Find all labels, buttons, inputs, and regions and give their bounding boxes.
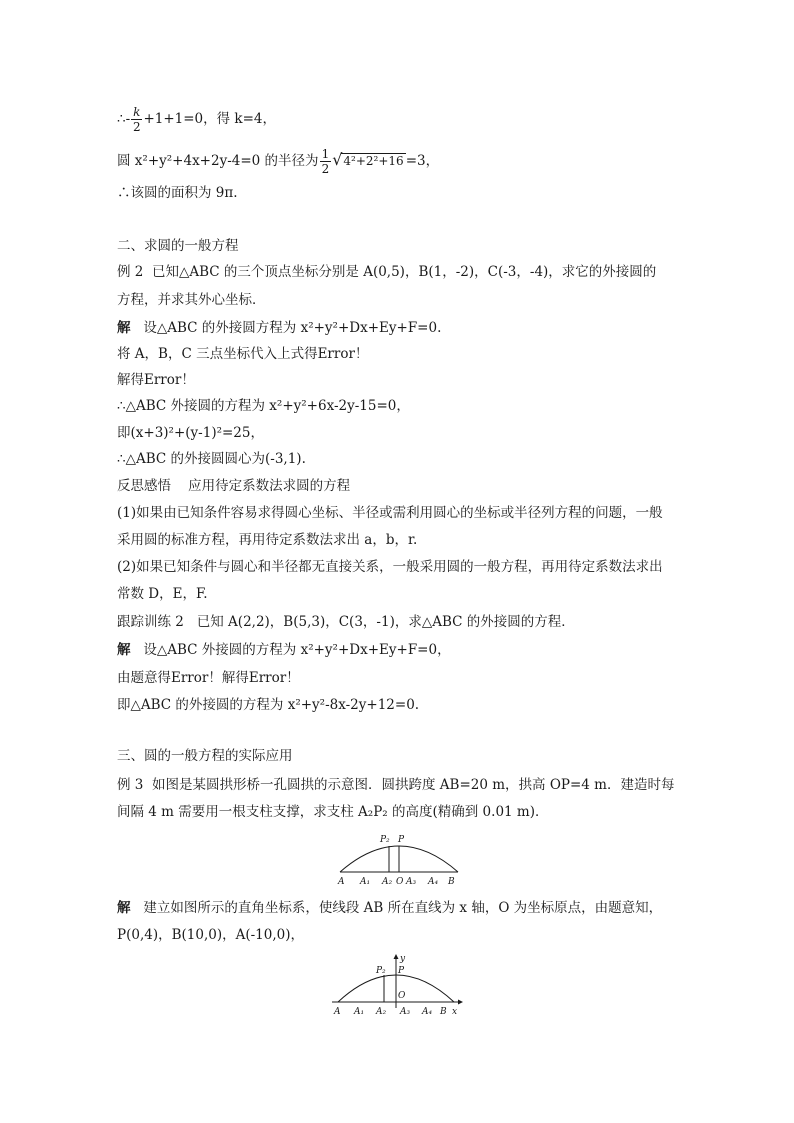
tracking-solution-3: 即△ABC 的外接圆的方程为 x²+y²-8x-2y+12=0. <box>117 697 420 713</box>
solution-label: 解 <box>117 642 131 658</box>
tracking-label: 跟踪训练 2 <box>117 614 184 630</box>
label-a2: A₂ <box>376 1007 387 1017</box>
solution2-line-4: ∴△ABC 外接圆的方程为 x²+y²+6x-2y-15=0， <box>117 398 410 414</box>
arch-bridge-figure <box>330 826 470 888</box>
reflection-2b: 常数 D，E，F. <box>117 586 208 602</box>
frac-denominator: 2 <box>321 162 330 176</box>
example3-text-1: 如图是某圆拱形桥一孔圆拱的示意图．圆拱跨度 AB=20 m，拱高 OP=4 m．建造时每 <box>151 777 675 793</box>
reflection-label: 反思感悟 <box>117 478 171 494</box>
frac-denominator: 2 <box>132 120 141 134</box>
label-a: A <box>338 877 345 887</box>
y-axis-arrow <box>394 954 399 959</box>
tracking-exercise <box>117 612 575 632</box>
label-a3: A₃ <box>406 877 417 887</box>
example2-line-2: 方程，并求其外心坐标． <box>117 292 266 308</box>
radicand: 4²+2²+16 <box>343 154 404 168</box>
label-p2: P₂ <box>380 835 390 845</box>
label-a: A <box>334 1007 341 1017</box>
label-a3: A₃ <box>400 1007 411 1017</box>
tracking-solution-2: 由题意得Error！解得Error！ <box>117 670 300 686</box>
label-p2: P₂ <box>376 966 386 976</box>
label-a2: A₂ <box>382 877 393 887</box>
x-axis-arrow <box>458 1000 463 1005</box>
label-p: P <box>398 835 405 845</box>
tracking-solution-1 <box>117 640 451 660</box>
section2-heading: 二、求圆的一般方程 <box>117 238 239 254</box>
reflection-title <box>117 476 350 496</box>
label-o: O <box>396 877 404 887</box>
radical-sign: √ <box>332 150 343 169</box>
solution2-line-5: 即(x+3)²+(y-1)²=25， <box>117 425 264 441</box>
reflection-2a: (2)如果已知条件与圆心和半径都无直接关系，一般采用圆的一般方程，再用待定系数法求出 <box>117 559 663 575</box>
example3-line-1 <box>117 775 674 795</box>
solution3-line-2: P(0,4)，B(10,0)，A(-10,0)， <box>117 927 305 943</box>
area-line: ∴该圆的面积为 9π. <box>117 185 238 201</box>
fraction-half <box>320 147 332 176</box>
example2-line-1 <box>117 262 656 282</box>
solution3-text-1: 建立如图所示的直角坐标系，使线段 AB 所在直线为 x 轴，O 为坐标原点，由题意知， <box>143 900 663 916</box>
reflection-1b: 采用圆的标准方程，再用待定系数法求出 a，b，r. <box>117 532 418 548</box>
label-a4: A₄ <box>428 877 439 887</box>
solution-label: 解 <box>117 900 131 916</box>
eq1-suffix: +1+1=0，得 k=4， <box>143 111 277 127</box>
label-a1: A₁ <box>354 1007 365 1017</box>
label-x: x <box>452 1007 458 1017</box>
coordinate-arch-figure <box>328 952 468 1018</box>
section3-heading: 三、圆的一般方程的实际应用 <box>117 748 293 764</box>
label-b: B <box>440 1007 447 1017</box>
solution2-line-6: ∴△ABC 的外接圆圆心为(-3,1). <box>117 451 306 467</box>
frac-numerator: 1 <box>321 147 330 161</box>
example2-text-1: 已知△ABC 的三个顶点坐标分别是 A(0,5)，B(1，-2)，C(-3，-4)，求它的外接圆的 <box>151 264 657 280</box>
example2-label: 例 2 <box>117 264 144 280</box>
solution-label: 解 <box>117 320 131 336</box>
label-a1: A₁ <box>360 877 371 887</box>
tracking-text: 已知 A(2,2)，B(5,3)，C(3，-1)，求△ABC 的外接圆的方程． <box>196 614 575 630</box>
solution2-line-2: 将 A，B，C 三点坐标代入上式得Error！ <box>117 346 369 362</box>
label-y: y <box>400 954 406 964</box>
solution2-text-1: 设△ABC 的外接圆方程为 x²+y²+Dx+Ey+F=0. <box>143 320 442 336</box>
eq-line-2 <box>117 145 439 176</box>
eq2-suffix: =3， <box>405 153 440 169</box>
label-a4: A₄ <box>422 1007 433 1017</box>
example3-line-2: 间隔 4 m 需要用一根支柱支撑，求支柱 A₂P₂ 的高度(精确到 0.01 m)． <box>117 804 549 820</box>
solution2-line-1 <box>117 318 441 338</box>
frac-numerator: k <box>133 105 141 119</box>
solution2-line-3: 解得Error！ <box>117 372 195 388</box>
eq-line-1 <box>117 104 276 134</box>
reflection-1a: (1)如果由已知条件容易求得圆心坐标、半径或需利用圆心的坐标或半径列方程的问题，一般 <box>117 505 663 521</box>
fraction-k-over-2 <box>131 105 142 134</box>
eq1-prefix: ∴- <box>117 111 131 127</box>
tracking-solution-text-1: 设△ABC 外接圆的方程为 x²+y²+Dx+Ey+F=0， <box>143 642 451 658</box>
label-p: P <box>398 966 405 976</box>
label-o: O <box>398 991 406 1001</box>
eq2-prefix: 圆 x²+y²+4x+2y-4=0 的半径为 <box>117 153 319 169</box>
label-b: B <box>448 877 455 887</box>
solution3-line-1 <box>117 898 662 918</box>
reflection-topic: 应用待定系数法求圆的方程 <box>188 478 351 494</box>
example3-label: 例 3 <box>117 777 144 793</box>
